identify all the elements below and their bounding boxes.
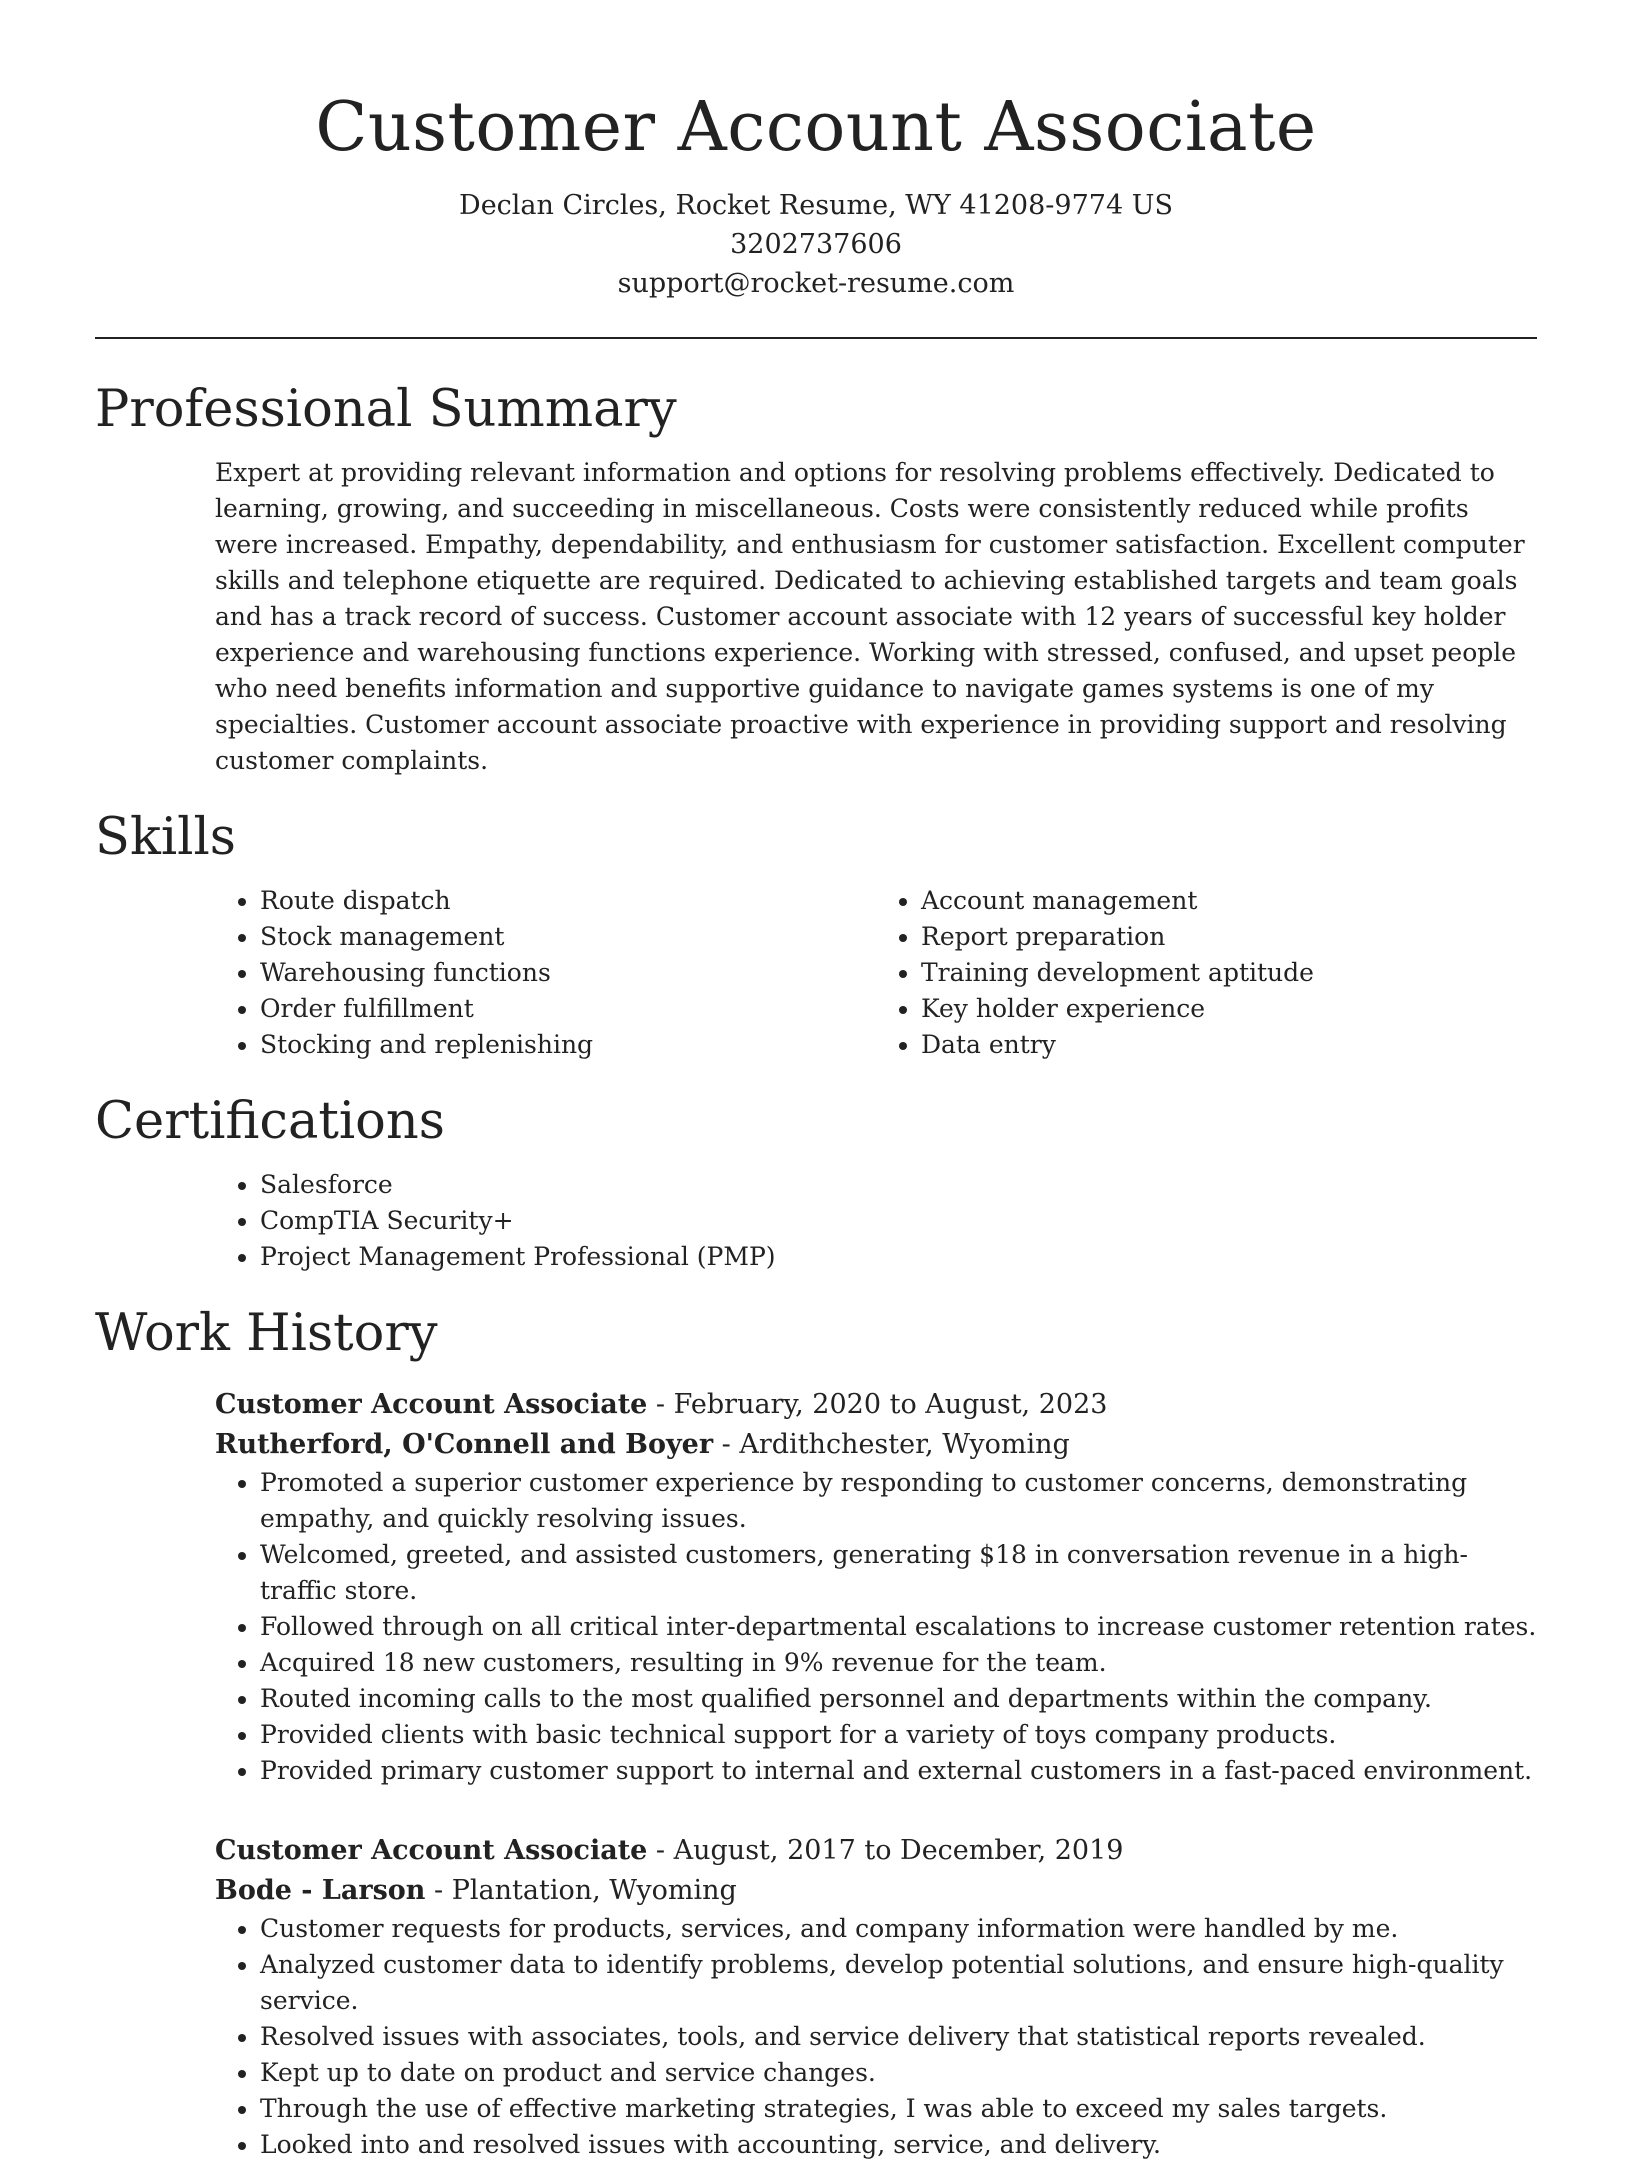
job-dates: August, 2017 to December, 2019 bbox=[673, 1835, 1124, 1866]
skills-list-left bbox=[215, 883, 876, 1063]
job-title-line: Customer Account Associate - August, 2017 to December, 2019 bbox=[215, 1835, 1124, 1866]
job-location: Ardithchester, Wyoming bbox=[739, 1429, 1070, 1460]
job-company-line: Bode - Larson - Plantation, Wyoming bbox=[215, 1875, 737, 1906]
summary-heading: Professional Summary bbox=[95, 380, 677, 439]
job-bullet: • Analyzed customer data to identify problems, develop potential solutions, and ensure high-quality service. bbox=[260, 1947, 1537, 2019]
skill-item: • Order fulfillment bbox=[260, 991, 876, 1027]
job-bullet: • Through the use of effective marketing strategies, I was able to exceed my sales targets. bbox=[260, 2091, 1537, 2127]
work-history-section bbox=[95, 1303, 1537, 2163]
job-company: Bode - Larson bbox=[215, 1875, 426, 1906]
skill-item: • Route dispatch bbox=[260, 883, 876, 919]
job-company-line: Rutherford, O'Connell and Boyer - Ardithchester, Wyoming bbox=[215, 1429, 1070, 1460]
job-dates: February, 2020 to August, 2023 bbox=[673, 1389, 1108, 1420]
contact-info bbox=[95, 186, 1537, 303]
job-company: Rutherford, O'Connell and Boyer bbox=[215, 1429, 714, 1460]
job-bullet: • Followed through on all critical inter-departmental escalations to increase customer retention rates. bbox=[260, 1609, 1537, 1645]
header-divider bbox=[95, 337, 1537, 339]
skills-heading: Skills bbox=[95, 808, 236, 867]
skills-section bbox=[95, 807, 1537, 1063]
job-bullet: • Routed incoming calls to the most qualified personnel and departments within the company. bbox=[260, 1681, 1537, 1717]
contact-email: support@rocket-resume.com bbox=[617, 268, 1015, 299]
skills-column-left bbox=[215, 883, 876, 1063]
job-bullet: • Acquired 18 new customers, resulting in 9% revenue for the team. bbox=[260, 1645, 1537, 1681]
job-bullet: • Welcomed, greeted, and assisted customers, generating $18 in conversation revenue in a high-traffic store. bbox=[260, 1537, 1537, 1609]
job-location: Plantation, Wyoming bbox=[451, 1875, 737, 1906]
job-title: Customer Account Associate bbox=[215, 1389, 648, 1420]
skill-item: • Account management bbox=[921, 883, 1537, 919]
job-bullet: • Customer requests for products, services, and company information were handled by me. bbox=[260, 1911, 1537, 1947]
certifications-section bbox=[95, 1091, 1537, 1275]
job-bullets bbox=[215, 1465, 1537, 1789]
summary-text: Expert at providing relevant information and options for resolving problems effectively. Dedicated to learning, growing, and succeeding in miscellaneous. Costs were consistently reduced while profits were increased. Empathy, dependability, and enthusiasm for customer satisfaction. Excellent computer skills and telephone etiquette are required. Dedicated to achieving established targets and team goals and has a track record of success. Customer account associate with 12 years of successful key holder experience and warehousing functions experience. Working with stressed, confused, and upset people who need benefits information and supportive guidance to navigate games systems is one of my specialties. Customer account associate proactive with experience in providing support and resolving customer complaints. bbox=[215, 458, 1525, 775]
resume-header bbox=[95, 0, 1537, 303]
skill-item: • Data entry bbox=[921, 1027, 1537, 1063]
skill-item: • Report preparation bbox=[921, 919, 1537, 955]
job-title-line: Customer Account Associate - February, 2020 to August, 2023 bbox=[215, 1389, 1108, 1420]
skills-list-right bbox=[876, 883, 1537, 1063]
job-bullet: • Looked into and resolved issues with accounting, service, and delivery. bbox=[260, 2127, 1537, 2163]
job-bullets bbox=[215, 1911, 1537, 2163]
job-bullet: • Kept up to date on product and service changes. bbox=[260, 2055, 1537, 2091]
certification-item: • Project Management Professional (PMP) bbox=[260, 1239, 1537, 1275]
certification-item: • Salesforce bbox=[260, 1167, 1537, 1203]
work-history-heading: Work History bbox=[95, 1304, 438, 1363]
skills-grid bbox=[215, 883, 1537, 1063]
summary-section bbox=[95, 379, 1537, 779]
certifications-heading: Certifications bbox=[95, 1092, 445, 1151]
skill-item: • Stock management bbox=[260, 919, 876, 955]
skill-item: • Warehousing functions bbox=[260, 955, 876, 991]
job-entry bbox=[215, 1831, 1537, 2163]
certification-item: • CompTIA Security+ bbox=[260, 1203, 1537, 1239]
job-bullet: • Promoted a superior customer experience by responding to customer concerns, demonstrating empathy, and quickly resolving issues. bbox=[260, 1465, 1537, 1537]
job-bullet: • Provided clients with basic technical support for a variety of toys company products. bbox=[260, 1717, 1537, 1753]
job-bullet: • Provided primary customer support to internal and external customers in a fast-paced environment. bbox=[260, 1753, 1537, 1789]
job-entry bbox=[215, 1385, 1537, 1789]
skill-item: • Stocking and replenishing bbox=[260, 1027, 876, 1063]
skills-column-right bbox=[876, 883, 1537, 1063]
job-bullet: • Resolved issues with associates, tools, and service delivery that statistical reports revealed. bbox=[260, 2019, 1537, 2055]
resume-name: Customer Account Associate bbox=[315, 88, 1317, 167]
certifications-list bbox=[215, 1167, 1537, 1275]
certifications-list-wrap bbox=[215, 1167, 1537, 1275]
contact-address: Declan Circles, Rocket Resume, WY 41208-9774 US bbox=[459, 190, 1173, 221]
job-title: Customer Account Associate bbox=[215, 1835, 648, 1866]
skill-item: • Training development aptitude bbox=[921, 955, 1537, 991]
contact-phone: 3202737606 bbox=[730, 229, 902, 260]
skill-item: • Key holder experience bbox=[921, 991, 1537, 1027]
